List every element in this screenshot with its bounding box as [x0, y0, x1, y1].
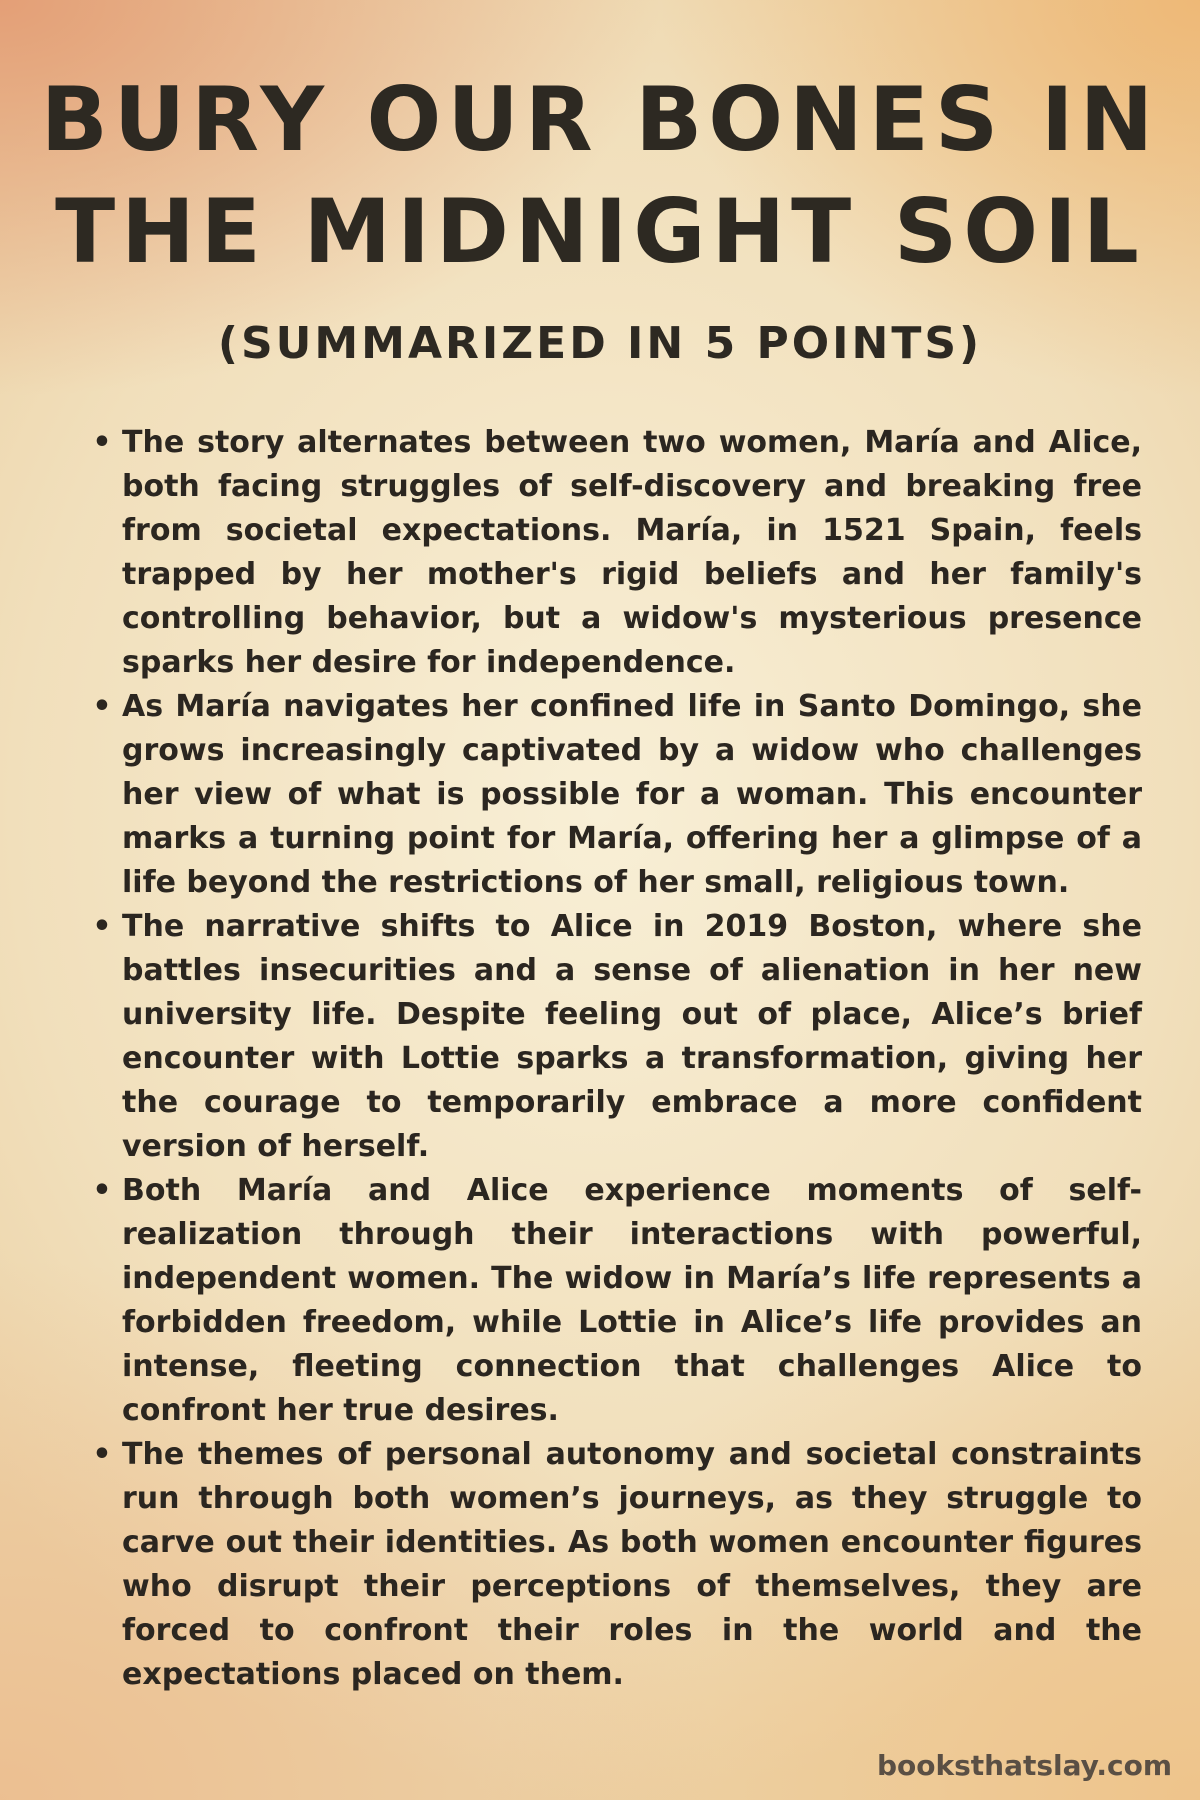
title-line-2: THE MIDNIGHT SOIL	[55, 180, 1145, 283]
list-item-text: As María navigates her confined life in Santo Domingo, she grows increasingly captivated by a widow who challenges her view of what is possible for a woman. This encounter marks a turning point for María, offering her a glimpse of a life beyond the restrictions of her small, religious town.	[122, 689, 1142, 900]
bullet-icon: •	[92, 425, 112, 460]
site-link[interactable]: booksthatslay.com	[876, 1749, 1172, 1782]
list-item	[88, 905, 1142, 1169]
list-item-text: Both María and Alice experience moments of self-realization through their interactions with powerful, independent women. The widow in María’s life represents a forbidden freedom, while Lottie in Alice’s life provides an intense, fleeting connection that challenges Alice to confront her true desires.	[122, 1173, 1142, 1428]
page-subtitle: (SUMMARIZED IN 5 POINTS)	[217, 318, 983, 369]
list-item-text: The narrative shifts to Alice in 2019 Boston, where she battles insecurities and a sense of alienation in her new university life. Despite feeling out of place, Alice’s brief encounter with Lottie sparks a transformation, giving her the courage to temporarily embrace a more confident version of herself.	[122, 909, 1142, 1164]
bullet-icon: •	[92, 689, 112, 724]
list-item	[88, 421, 1142, 685]
bullet-icon: •	[92, 1173, 112, 1208]
bullet-icon: •	[92, 909, 112, 944]
list-item	[88, 1433, 1142, 1697]
list-item-text: The story alternates between two women, María and Alice, both facing struggles of self-discovery and breaking free from societal expectations. María, in 1521 Spain, feels trapped by her mother's rigid beliefs and her family's controlling behavior, but a widow's mysterious presence sparks her desire for independence.	[122, 425, 1142, 680]
summary-list	[88, 421, 1142, 1697]
page-title	[0, 64, 1200, 288]
list-item-text: The themes of personal autonomy and societal constraints run through both women’s journeys, as they struggle to carve out their identities. As both women encounter figures who disrupt their perceptions of themselves, they are forced to confront their roles in the world and the expectations placed on them.	[122, 1437, 1142, 1692]
list-item	[88, 1169, 1142, 1433]
bullet-icon: •	[92, 1437, 112, 1472]
list-item	[88, 685, 1142, 905]
title-line-1: BURY OUR BONES IN	[40, 68, 1160, 171]
